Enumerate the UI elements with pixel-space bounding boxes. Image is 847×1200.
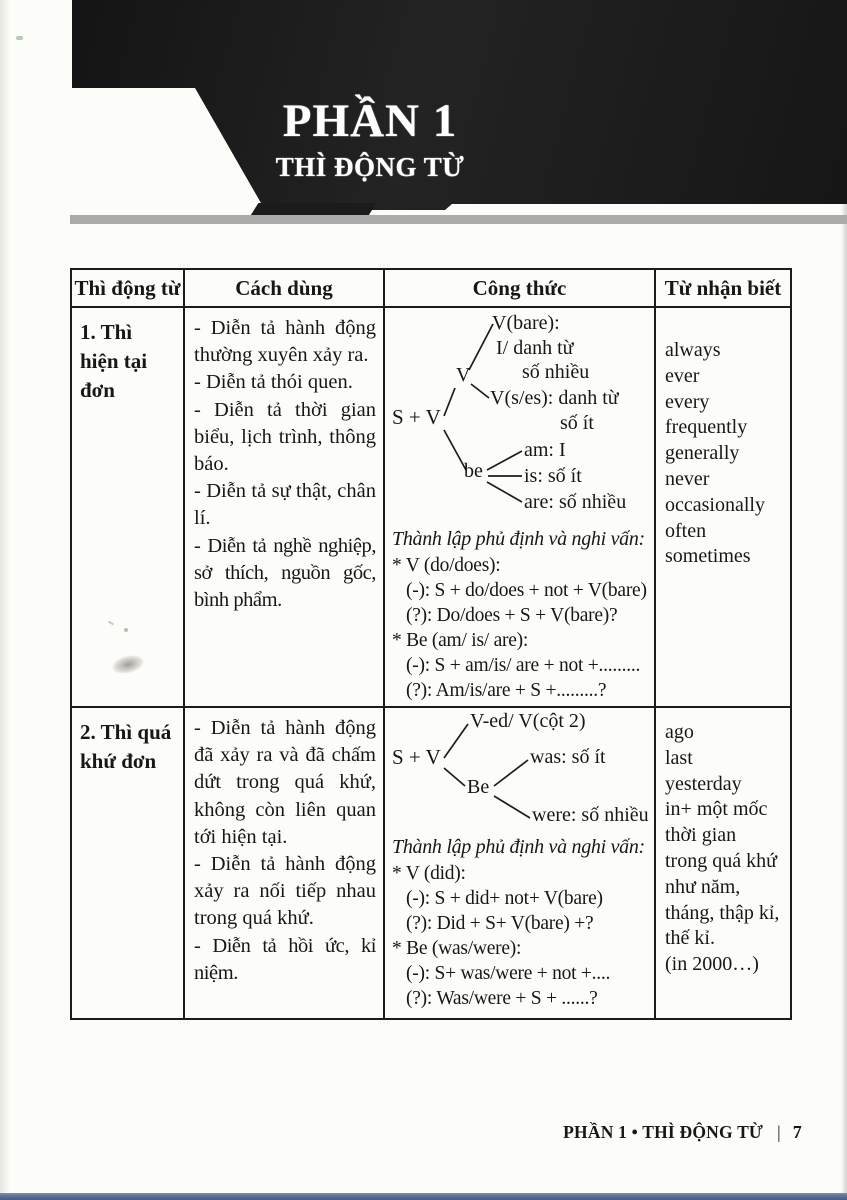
diagram-leaf-are: are: số nhiều <box>524 491 627 513</box>
formula-line: (?): Am/is/are + S +.........? <box>406 680 607 701</box>
chapter-title: PHẦN 1 <box>282 95 458 147</box>
column-header-formula: Công thức <box>385 270 656 308</box>
formula-line: (-): S + am/is/ are + not +......... <box>406 655 641 676</box>
usage-cell <box>185 708 385 1018</box>
page-footer <box>563 1122 802 1143</box>
footer-breadcrumb: PHẦN 1 • THÌ ĐỘNG TỪ <box>563 1122 764 1142</box>
usage-item: - Diễn tả hành động đã xảy ra và đã chấm dứt trong quá khứ, không còn liên quan tới hiện tại. <box>194 717 376 848</box>
diagram-node-root: S + V <box>392 405 441 429</box>
formula-line: (?): Was/were + S + ......? <box>406 988 598 1009</box>
formula-cell <box>385 708 656 1018</box>
diagram-leaf-vbare2: I/ danh từ <box>496 337 574 359</box>
tense-table <box>70 268 792 1020</box>
book-edge-blue-bar <box>0 1193 847 1200</box>
diagram-leaf-am: am: I <box>524 439 566 461</box>
diagram-leaf-vbare: V(bare): <box>492 312 560 334</box>
usage-item: - Diễn tả thời gian biểu, lịch trình, thông báo. <box>194 398 376 476</box>
usage-cell <box>185 308 385 708</box>
formula-line: * V (do/does): <box>392 555 501 576</box>
footer-divider: | <box>777 1122 781 1142</box>
signal-word: generally <box>665 442 740 465</box>
signal-word: yesterday <box>665 772 742 795</box>
signal-word: ever <box>665 364 700 387</box>
signal-word: often <box>665 519 707 542</box>
diagram-leaf-was: was: số ít <box>530 746 606 768</box>
past-simple-tree-diagram <box>392 710 650 832</box>
tense-cell: 2. Thì quá khứ đơn <box>72 708 185 1018</box>
signal-word: ago <box>665 721 694 743</box>
signal-word: (in 2000…) <box>665 953 759 976</box>
signal-words-cell <box>656 708 790 1018</box>
formula-lines <box>392 861 651 1011</box>
signal-words-cell <box>656 308 790 708</box>
usage-item: - Diễn tả hồi ức, kỉ niệm. <box>194 934 376 984</box>
column-header-tense: Thì động từ <box>72 270 185 308</box>
diagram-node-v: V <box>456 364 471 386</box>
signal-word: frequently <box>665 416 748 439</box>
diagram-leaf-vbare3: số nhiều <box>522 361 590 383</box>
diagram-leaf-were: were: số nhiều <box>532 804 649 826</box>
formula-line: * Be (am/ is/ are): <box>392 630 529 651</box>
formula-cell <box>385 308 656 708</box>
formula-line: (?): Did + S+ V(bare) +? <box>406 913 594 934</box>
scan-left-edge <box>0 0 10 1200</box>
signal-word: always <box>665 339 721 361</box>
negation-question-note: Thành lập phủ định và nghi vấn: <box>392 836 645 858</box>
chapter-title-block <box>250 96 490 183</box>
usage-item: - Diễn tả nghề nghiệp, sở thích, nguồn gốc, bình phẩm. <box>194 534 376 612</box>
signal-word: sometimes <box>665 545 751 568</box>
scan-speck <box>16 36 23 40</box>
formula-line: (-): S+ was/were + not +.... <box>406 963 611 984</box>
usage-item: - Diễn tả thói quen. <box>194 371 353 394</box>
signal-word: in+ một mốc thời gian trong quá khứ như năm, tháng, thập kỉ, thế kỉ. <box>665 798 780 950</box>
negation-question-note: Thành lập phủ định và nghi vấn: <box>392 528 645 550</box>
tense-cell: 1. Thì hiện tại đơn <box>72 308 185 708</box>
page-number: 7 <box>792 1122 802 1142</box>
usage-item: - Diễn tả hành động thường xuyên xảy ra. <box>194 317 376 367</box>
column-header-signals: Từ nhận biết <box>656 270 790 308</box>
formula-line: * Be (was/were): <box>392 938 522 959</box>
diagram-node-be: be <box>464 460 483 482</box>
formula-line: (-): S + did+ not+ V(bare) <box>406 888 603 909</box>
diagram-leaf-vses: V(s/es): danh từ <box>490 387 619 409</box>
diagram-node-root: S + V <box>392 745 441 769</box>
diagram-leaf-ved: V-ed/ V(cột 2) <box>470 710 586 732</box>
diagram-leaf-vses2: số ít <box>560 412 594 434</box>
formula-line: (-): S + do/does + not + V(bare) <box>406 580 647 601</box>
column-header-usage: Cách dùng <box>185 270 385 308</box>
signal-word: occasionally <box>665 493 765 516</box>
formula-line: (?): Do/does + S + V(bare)? <box>406 605 618 626</box>
signal-word: never <box>665 467 710 490</box>
usage-item: - Diễn tả hành động xảy ra nối tiếp nhau trong quá khứ. <box>194 853 376 930</box>
diagram-node-be: Be <box>467 776 490 798</box>
formula-lines <box>392 553 651 703</box>
banner-underline-rule <box>70 215 847 224</box>
signal-word: every <box>665 390 710 413</box>
signal-word: last <box>665 746 693 769</box>
usage-item: - Diễn tả sự thật, chân lí. <box>194 480 376 530</box>
present-simple-tree-diagram <box>392 310 650 524</box>
formula-line: * V (did): <box>392 863 466 884</box>
chapter-subtitle: THÌ ĐỘNG TỪ <box>275 151 465 182</box>
diagram-leaf-is: is: số ít <box>524 465 582 487</box>
